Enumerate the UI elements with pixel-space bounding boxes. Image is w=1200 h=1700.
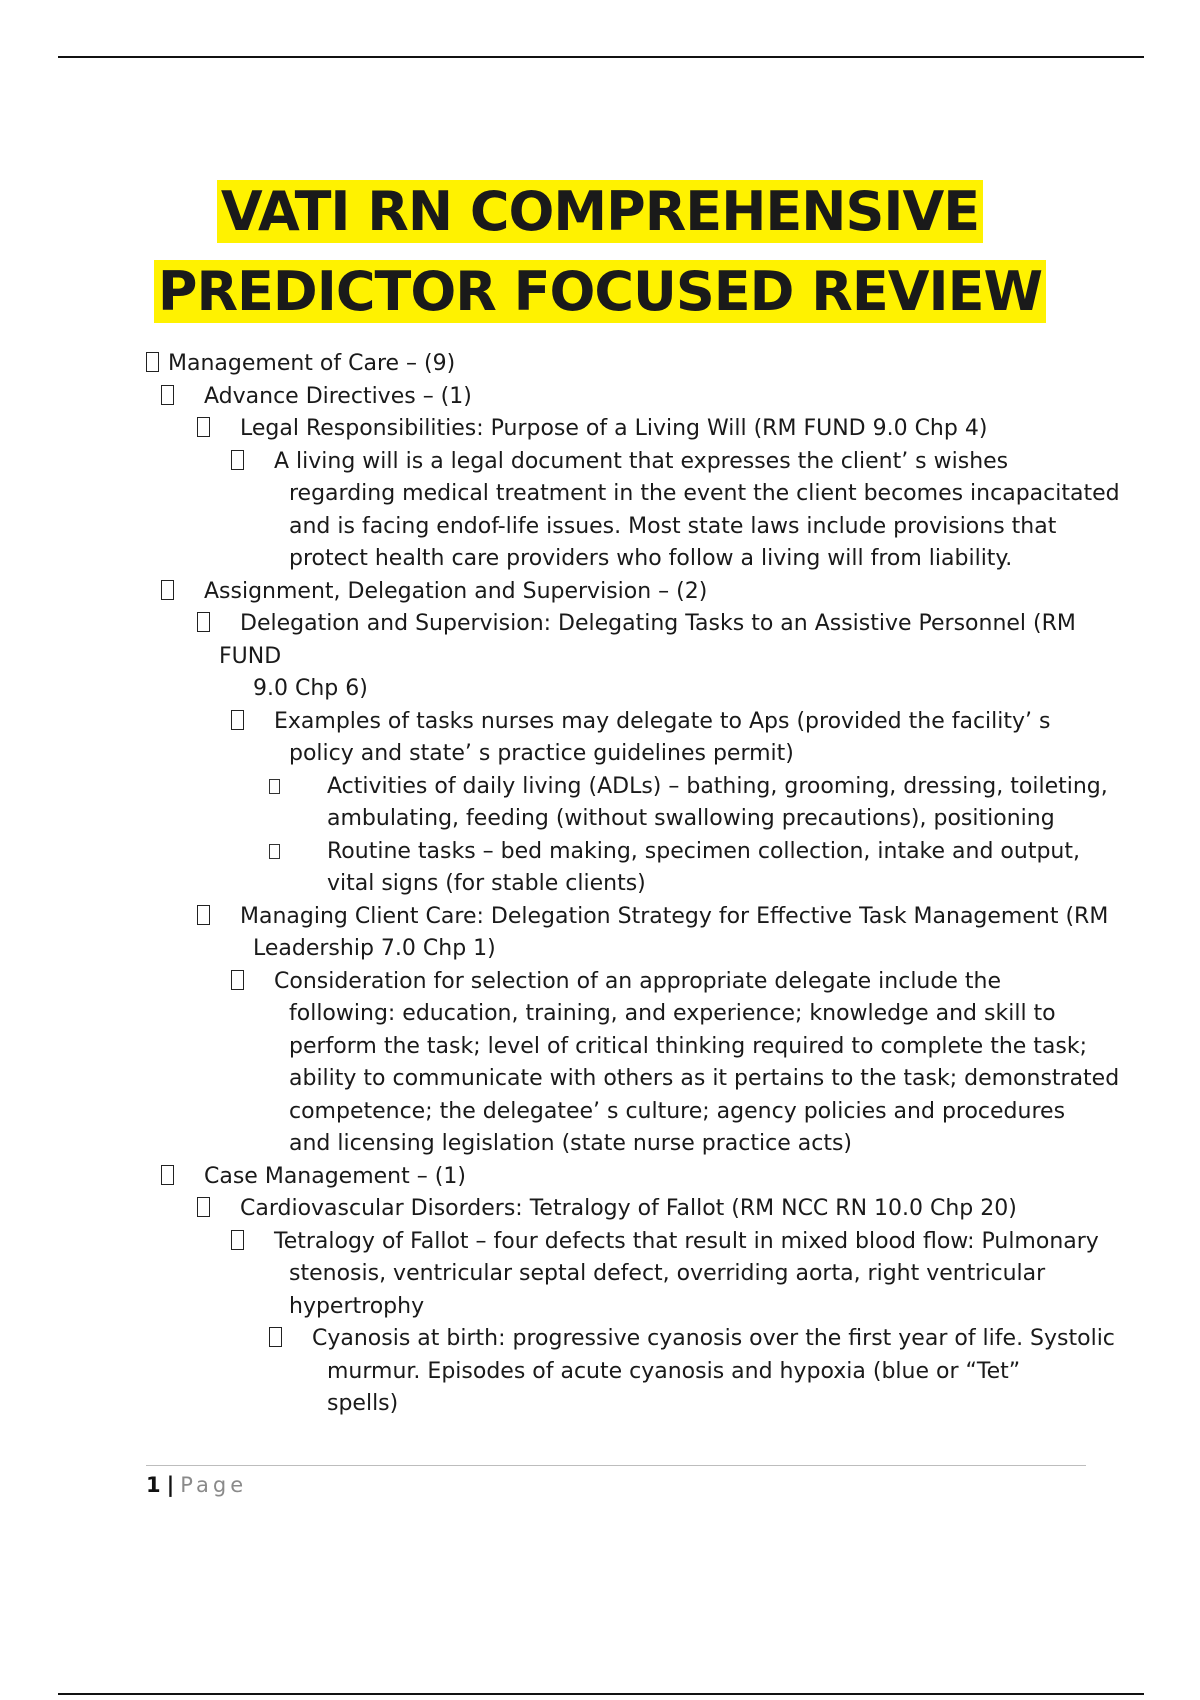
outline-text: FUND [219,643,282,669]
outline-line [0,1388,1200,1421]
outline-text: Legal Responsibilities: Purpose of a Living Will (RM FUND 9.0 Chp 4) [240,416,988,441]
outline-text: competence; the delegatee’ s culture; agency policies and procedures [289,1098,1066,1124]
outline-text: A living will is a legal document that expresses the client’ s wishes [274,448,1009,474]
bullet-box-icon [161,1161,174,1194]
outline-line [0,1031,1200,1064]
page-footer [146,1470,247,1500]
bullet-glyph-icon [269,771,280,804]
outline-text: murmur. Episodes of acute cyanosis and hypoxia (blue or “Tet” [327,1358,1021,1384]
outline-text: perform the task; level of critical thinking required to complete the task; [289,1033,1088,1059]
outline-line [0,641,1200,674]
outline-line [0,478,1200,511]
outline-text: policy and state’ s practice guidelines permit) [289,741,794,766]
title-line-2: PREDICTOR FOCUSED REVIEW [154,260,1046,323]
outline-line [0,446,1200,479]
outline-text: Assignment, Delegation and Supervision – (2) [204,578,708,604]
outline-text: 9.0 Chp 6) [253,676,368,701]
outline-line [0,413,1200,446]
bullet-box-icon [146,348,159,381]
title-line-1: VATI RN COMPREHENSIVE [217,180,983,243]
bullet-glyph-icon [269,836,280,869]
bullet-box-icon [269,1323,282,1356]
outline-text: Delegation and Supervision: Delegating Tasks to an Assistive Personnel (RM [240,611,1076,636]
outline-line [0,1193,1200,1226]
bullet-box-icon [231,1226,244,1259]
outline-line [0,1226,1200,1259]
outline-line [0,1258,1200,1291]
page-label: Page [180,1473,248,1497]
outline-text: Cyanosis at birth: progressive cyanosis over the first year of life. Systolic [312,1326,1115,1351]
outline-line [0,576,1200,609]
outline-line [0,803,1200,836]
outline-text: spells) [327,1391,399,1416]
outline-text: vital signs (for stable clients) [327,871,646,896]
outline-text: Examples of tasks nurses may delegate to Aps (provided the facility’ s [274,708,1051,734]
outline-text: Managing Client Care: Delegation Strategy for Effective Task Management (RM [240,903,1109,929]
outline-text: stenosis, ventricular septal defect, overriding aorta, right ventricular [289,1261,1046,1286]
outline-line [0,1356,1200,1389]
bullet-box-icon [197,1193,210,1226]
outline-line [0,868,1200,901]
footer-rule [146,1465,1086,1466]
bullet-box-icon [197,608,210,641]
outline-text: Management of Care – (9) [168,351,456,376]
outline-line [0,738,1200,771]
outline-text: Consideration for selection of an appropriate delegate include the [274,968,1001,994]
bottom-rule [58,1693,1144,1695]
bullet-box-icon [231,706,244,739]
outline-line [0,1323,1200,1356]
bullet-box-icon [197,413,210,446]
outline-text: hypertrophy [289,1293,425,1319]
outline-line [0,1096,1200,1129]
bullet-box-icon [231,446,244,479]
outline-line [0,543,1200,576]
outline-line [0,1128,1200,1161]
outline-text: Leadership 7.0 Chp 1) [253,936,496,961]
outline-text: Activities of daily living (ADLs) – bathing, grooming, dressing, toileting, [327,773,1108,799]
outline-line [0,673,1200,706]
outline-text: ambulating, feeding (without swallowing precautions), positioning [327,806,1055,831]
outline-text: and licensing legislation (state nurse practice acts) [289,1131,852,1156]
outline-text: Cardiovascular Disorders: Tetralogy of Fallot (RM NCC RN 10.0 Chp 20) [240,1196,1017,1221]
top-rule [58,56,1144,58]
outline-line [0,348,1200,381]
outline-line [0,1161,1200,1194]
bullet-box-icon [161,576,174,609]
bullet-box-icon [231,966,244,999]
outline-line [0,933,1200,966]
footer-separator: | [166,1473,175,1497]
outline-text: regarding medical treatment in the event the client becomes incapacitated [289,481,1120,506]
outline-line [0,998,1200,1031]
outline-text: Tetralogy of Fallot – four defects that result in mixed blood flow: Pulmonary [274,1228,1099,1254]
outline-text: ability to communicate with others as it pertains to the task; demonstrated [289,1066,1120,1091]
outline-line [0,836,1200,869]
outline-line [0,511,1200,544]
outline-text: protect health care providers who follow a living will from liability. [289,546,1013,571]
outline-line [0,1063,1200,1096]
outline-text: Routine tasks – bed making, specimen collection, intake and output, [327,838,1080,864]
document-title [0,172,1200,332]
outline-text: following: education, training, and experience; knowledge and skill to [289,1001,1056,1026]
outline-line [0,381,1200,414]
bullet-box-icon [197,901,210,934]
outline-text: Case Management – (1) [204,1163,466,1189]
outline-line [0,966,1200,999]
bullet-box-icon [161,381,174,414]
outline-text: and is facing endof-life issues. Most state laws include provisions that [289,513,1057,539]
outline-line [0,901,1200,934]
page-number: 1 [146,1473,161,1497]
outline-line [0,608,1200,641]
outline-line [0,771,1200,804]
outline-body [0,348,1200,1421]
outline-line [0,1291,1200,1324]
outline-text: Advance Directives – (1) [204,383,472,409]
outline-line [0,706,1200,739]
